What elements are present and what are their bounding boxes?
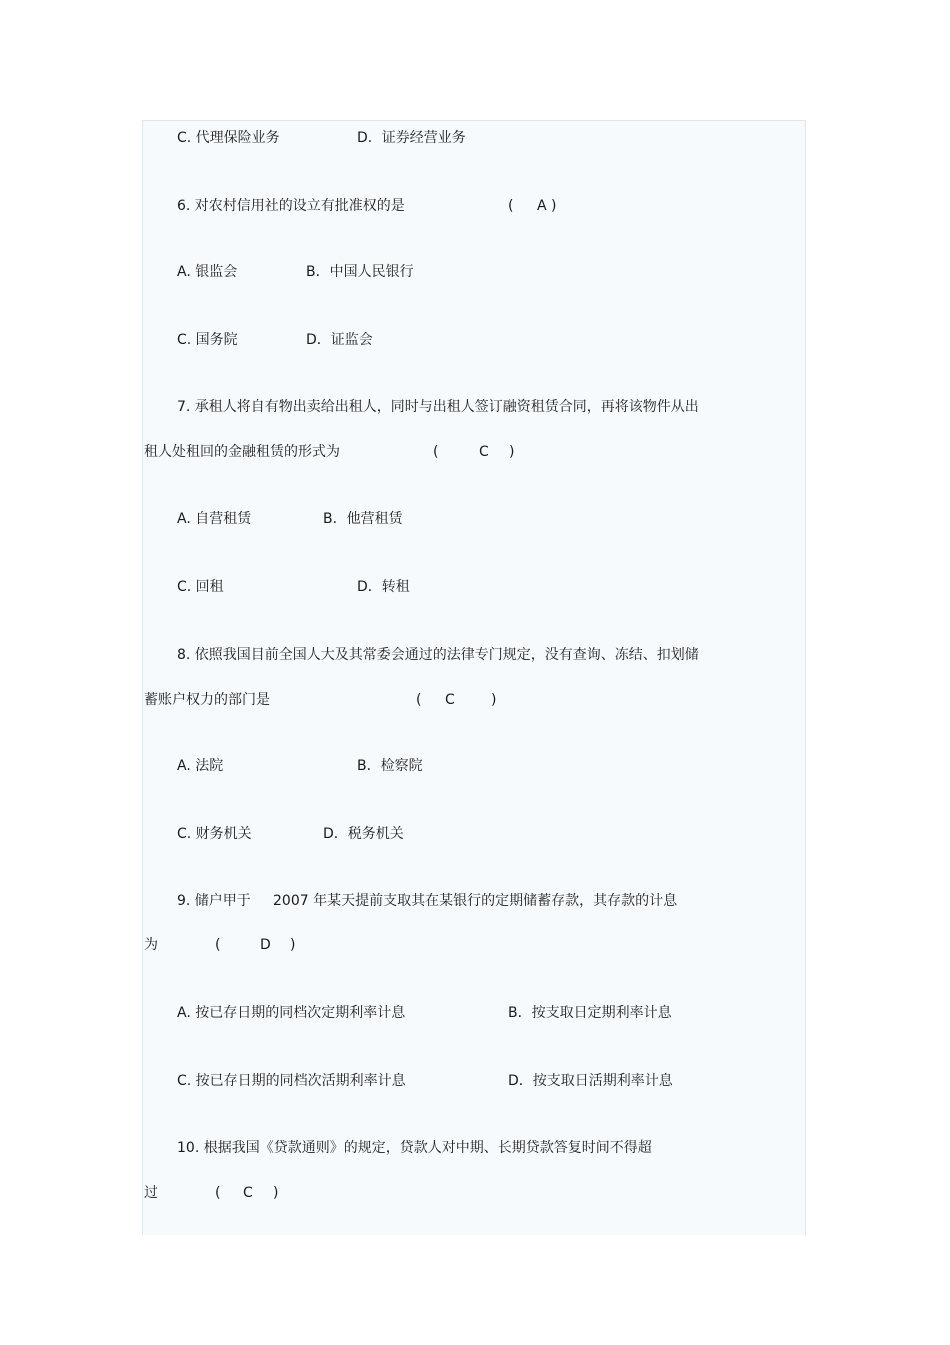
option-c: C. 国务院 [177, 332, 238, 348]
option-a: A. 自营租赁 [177, 511, 252, 527]
option-a: A. 法院 [177, 758, 224, 774]
document-panel [142, 120, 806, 1235]
answer-close-paren: ) [509, 444, 515, 460]
answer-open-paren: ( [416, 692, 422, 708]
answer-value: C [479, 444, 489, 460]
option-d: D．税务机关 [323, 826, 404, 842]
question-text: 为 [144, 937, 158, 953]
option-c: C. 按已存日期的同档次活期利率计息 [177, 1073, 406, 1089]
answer-value: C [243, 1185, 253, 1201]
option-a: A. 按已存日期的同档次定期利率计息 [177, 1005, 406, 1021]
answer-value: D [260, 937, 271, 953]
option-a: A. 银监会 [177, 264, 238, 280]
question-text: 6. 对农村信用社的设立有批准权的是 [177, 198, 405, 214]
option-b: B．中国人民银行 [306, 264, 414, 280]
option-c: C. 回租 [177, 579, 224, 595]
answer-value: A ) [537, 198, 557, 214]
answer-open-paren: ( [215, 937, 221, 953]
option-b: B．检察院 [357, 758, 423, 774]
question-text: 8. 依照我国目前全国人大及其常委会通过的法律专门规定，没有查询、冻结、扣划储 [177, 647, 699, 663]
question-text: 2007 年某天提前支取其在某银行的定期储蓄存款，其存款的计息 [273, 893, 678, 909]
option-d: D．证监会 [306, 332, 373, 348]
answer-value: C [445, 692, 455, 708]
answer-open-paren: ( [508, 198, 514, 214]
option-d: D．转租 [357, 579, 410, 595]
answer-close-paren: ) [491, 692, 497, 708]
question-text: 租人处租回的金融租赁的形式为 [144, 444, 340, 460]
question-text: 10. 根据我国《贷款通则》的规定，贷款人对中期、长期贷款答复时间不得超 [177, 1140, 652, 1156]
answer-close-paren: ) [273, 1185, 279, 1201]
answer-open-paren: ( [215, 1185, 221, 1201]
question-text: 7. 承租人将自有物出卖给出租人，同时与出租人签订融资租赁合同，再将该物件从出 [177, 399, 699, 415]
option-b: B．按支取日定期利率计息 [508, 1005, 672, 1021]
question-text: 蓄账户权力的部门是 [144, 692, 270, 708]
answer-open-paren: ( [433, 444, 439, 460]
question-text: 过 [144, 1185, 158, 1201]
answer-close-paren: ) [290, 937, 296, 953]
option-b: B．他营租赁 [323, 511, 403, 527]
option-c: C. 财务机关 [177, 826, 252, 842]
option-d: D．证券经营业务 [357, 130, 466, 146]
option-d: D．按支取日活期利率计息 [508, 1073, 673, 1089]
option-c: C. 代理保险业务 [177, 130, 280, 146]
question-text: 9. 储户甲于 [177, 893, 251, 909]
